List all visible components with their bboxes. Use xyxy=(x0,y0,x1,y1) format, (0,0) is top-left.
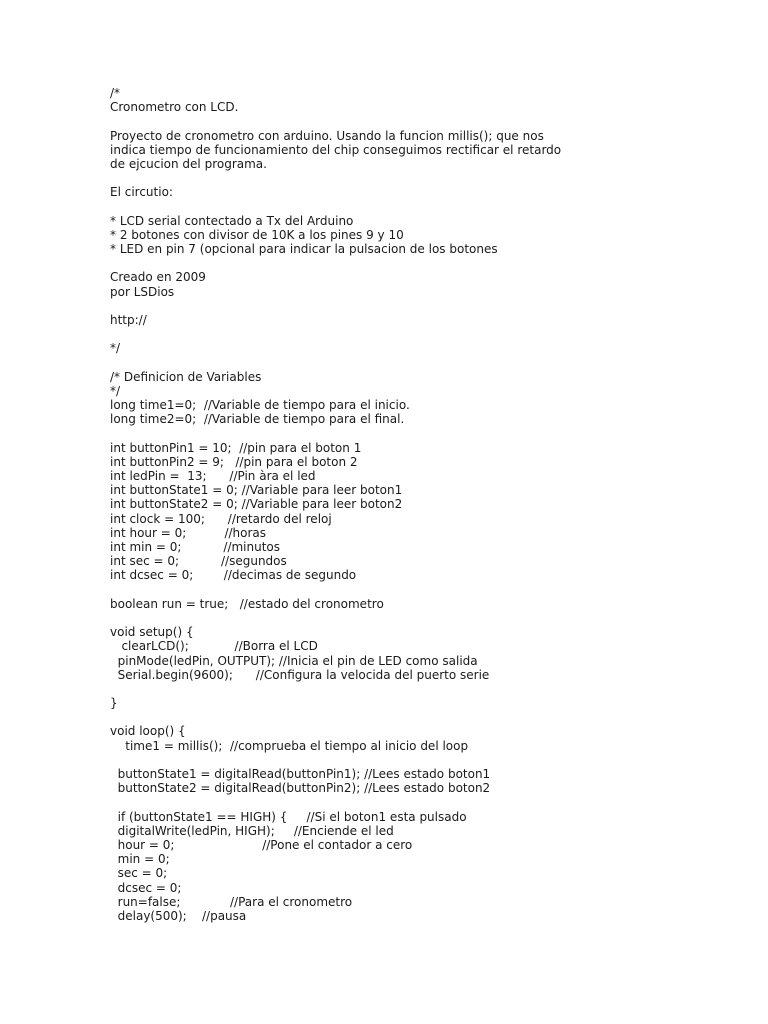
text-line xyxy=(110,682,750,696)
text-line: por LSDios xyxy=(110,284,175,299)
text-line xyxy=(110,256,750,270)
text-line xyxy=(110,327,750,341)
text-line: long time1=0; //Variable de tiempo para el inicio. xyxy=(110,398,410,413)
text-line: void setup() { xyxy=(110,625,194,640)
text-line: http:// xyxy=(110,313,147,327)
text-line: int dcsec = 0; //decimas de segundo xyxy=(110,568,357,583)
text-line: de ejcucion del programa. xyxy=(110,156,267,171)
text-line: int ledPin = 13; //Pin àra el led xyxy=(110,469,316,484)
text-line: int sec = 0; //segundos xyxy=(110,554,287,569)
text-line: time1 = millis(); //comprueba el tiempo al inicio del loop xyxy=(110,738,469,753)
text-line: * LED en pin 7 (opcional para indicar la pulsacion de los botones xyxy=(110,242,498,257)
text-line xyxy=(110,753,750,767)
text-line xyxy=(110,427,750,441)
text-line: int min = 0; //minutos xyxy=(110,540,281,554)
text-line: run=false; //Para el cronometro xyxy=(110,894,353,909)
text-line: buttonState2 = digitalRead(buttonPin2); //Lees estado boton2 xyxy=(110,781,491,796)
text-line: } xyxy=(110,696,118,711)
text-line: int buttonState1 = 0; //Variable para leer boton1 xyxy=(110,483,403,498)
document-text xyxy=(110,86,750,923)
text-line: long time2=0; //Variable de tiempo para el final. xyxy=(110,412,405,427)
text-line: */ xyxy=(110,341,121,356)
text-line xyxy=(110,611,750,625)
text-line: int buttonPin2 = 9; //pin para el boton 2 xyxy=(110,454,358,469)
text-line: pinMode(ledPin, OUTPUT); //Inicia el pin de LED como salida xyxy=(110,653,478,668)
text-line: */ xyxy=(110,383,121,398)
text-line: Serial.begin(9600); //Configura la velocida del puerto serie xyxy=(110,667,490,682)
text-line: Creado en 2009 xyxy=(110,270,206,285)
text-line: if (buttonState1 == HIGH) { //Si el boton1 esta pulsado xyxy=(110,809,467,824)
text-line: delay(500); //pausa xyxy=(110,908,247,923)
text-line: int buttonPin1 = 10; //pin para el boton 1 xyxy=(110,440,362,455)
text-line: min = 0; xyxy=(110,852,170,867)
text-line xyxy=(110,200,750,214)
text-line: hour = 0; //Pone el contador a cero xyxy=(110,837,413,852)
text-line xyxy=(110,299,750,313)
text-line xyxy=(110,795,750,809)
text-line xyxy=(110,356,750,370)
text-line: El circutio: xyxy=(110,185,173,200)
text-line xyxy=(110,583,750,597)
text-line: /* Definicion de Variables xyxy=(110,369,262,384)
text-line: indica tiempo de funcionamiento del chip conseguimos rectificar el retardo xyxy=(110,142,562,157)
text-line: Proyecto de cronometro con arduino. Usando la funcion millis(); que nos xyxy=(110,128,544,143)
text-line: * 2 botones con divisor de 10K a los pines 9 y 10 xyxy=(110,227,404,242)
text-line: * LCD serial contectado a Tx del Arduino xyxy=(110,213,354,228)
text-line: dcsec = 0; xyxy=(110,880,182,895)
text-line: digitalWrite(ledPin, HIGH); //Enciende el led xyxy=(110,823,394,838)
text-line xyxy=(110,171,750,185)
text-line: sec = 0; xyxy=(110,866,168,881)
text-line: int clock = 100; //retardo del reloj xyxy=(110,511,332,526)
text-line: boolean run = true; //estado del cronometro xyxy=(110,596,384,611)
text-line: Cronometro con LCD. xyxy=(110,100,239,115)
text-line: int hour = 0; //horas xyxy=(110,525,267,540)
text-line: buttonState1 = digitalRead(buttonPin1); //Lees estado boton1 xyxy=(110,767,491,781)
text-line xyxy=(110,114,750,128)
text-line: int buttonState2 = 0; //Variable para leer boton2 xyxy=(110,497,403,512)
text-line: void loop() { xyxy=(110,724,186,739)
text-line: clearLCD(); //Borra el LCD xyxy=(110,639,318,654)
text-line: /* xyxy=(110,86,121,100)
text-line xyxy=(110,710,750,724)
